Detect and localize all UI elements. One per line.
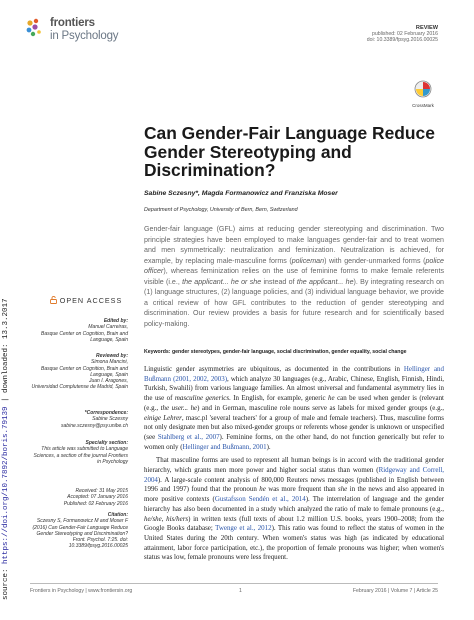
stamp-suffix: | downloaded: 13.3.2017 (2, 298, 10, 407)
open-lock-icon (50, 296, 57, 304)
body-text (144, 365, 444, 563)
citation-link[interactable]: Hellinger and Bußmann, 2001 (182, 442, 267, 451)
article-doi[interactable]: doi: 10.3389/fpsyg.2016.00025 (366, 37, 438, 44)
article-dates: Received: 31 May 2015 Accepted: 07 January 2016 Published: 02 February 2016 (63, 488, 128, 507)
citation-link[interactable]: Ridgeway and Correll, 2004 (144, 466, 445, 484)
abstract: Gender-fair language (GFL) aims at reducing gender stereotyping and discrimination. Two principle strategies have been employed to make languages gender-fair and to treat women and men symmetrically: neutralization and feminization. Neutralization is achieved, for example, by replacing male-masculine forms (policeman) with gender-unmarked forms (police officer), whereas feminization relies on the use of feminine forms to make female referents visible (i.e., the applicant... he or she instead of the applicant... he). By integrating research on (1) language structures, (2) language policies, and (3) individual language behavior, we provide a critical review of how GFL contributes to the reduction of gender stereotyping and discrimination. Our review provides a basis for future research and for scientifically based policy-making. (144, 225, 444, 328)
journal-brand-top: frontiers (50, 17, 95, 29)
paragraph-1: Linguistic gender asymmetries are ubiquitous, as documented in the contributions in Hellinger and Bußmann (2001, 2002, 2003), which analyze 30 languages (e.g., Arabic, Chinese, English, Finnish, Hindi, Turkish, Swahili) from various language families. An almost universal and fundamental asymmetry lies in the use of masculine generics. In English, for example, generic he can be used when gender is (relevant (e.g., the user... he) and in German, masculine role nouns serve as labels for mixed gender groups (e.g., einige Lehrer, masc.pl 'several teachers' for a group of male and female teachers). Thus, masculine forms not only designate men but also mixed-gender groups or referents whose gender is unknown or unspecified (see Stahlberg et al., 2007). Feminine forms, on the other hand, do not function generically but refer to women only (Hellinger and Bußmann, 2001). (144, 365, 445, 451)
stamp-doi-link[interactable]: https://doi.org/10.7892/boris.79139 (2, 406, 10, 564)
correspondence-email[interactable]: sabine.sczesny@psy.unibe.ch (61, 422, 128, 429)
keywords-label: Keywords: (144, 349, 172, 355)
reviewed-by: Reviewed by: Simona Mancini, Basque Center on Cognition, Brain and Language, Spain Juan I. Aragones, Universidad Complutense de Madrid, Spain (31, 353, 128, 391)
affiliation: Department of Psychology, University of Bern, Bern, Switzerland (144, 207, 298, 213)
paragraph-2: That masculine forms are used to represent all human beings is in accord with the traditional gender hierarchy, which grants men more power and higher social status than women (Ridgeway and Correll, 2004). A large-scale content analysis of 800,000 Reuters news messages (published in English between 1996 and 1997) found that the pronoun he was more frequent than she in the news and also appeared in more positive contexts (Gustafsson Sendén et al., 2014). The interrelation of language and the gender hierarchy has also been documented in a study which analyzed the ratio of male to female pronouns (e.g., he/she, his/hers) in written texts (full texts of about 1.2 million U.S. books, years 1900–2008; from the Google Books database; Twenge et al., 2012). This ratio was found to reflect the status of women in the United States during the 20th century. When women's status was high (as indicated by educational attainment, labor force participation, etc.), the proportion of female pronouns was higher; when women's status was low, female pronouns were less frequent. (144, 456, 445, 562)
open-access-label: OPEN ACCESS (30, 296, 142, 305)
citation-link[interactable]: Twenge et al., 2012 (215, 524, 272, 533)
footer-divider (30, 583, 438, 584)
article-type: REVIEW (415, 25, 438, 31)
keywords-text: gender stereotypes, gender-fair language, social discrimination, gender equality, social change (171, 349, 407, 355)
repository-stamp (2, 298, 10, 600)
citation-link[interactable]: Gustafsson Sendén et al., 2014 (214, 495, 306, 504)
citation: Citation: Sczesny S, Formanowicz M and Moser F (2016) Can Gender-Fair Language Reduce Gender Stereotyping and Discrimination? Front. Psychol. 7:25. doi: 10.3389/fpsyg.2016.00025 (32, 512, 128, 550)
crossmark-label: CrossMark (412, 103, 434, 108)
stamp-prefix: source: (2, 563, 10, 600)
citation-link[interactable]: Stahlberg et al., 2007 (157, 432, 220, 441)
author-list: Sabine Sczesny*, Magda Formanowicz and Franziska Moser (144, 190, 338, 197)
crossmark-icon (414, 80, 432, 98)
citation-link[interactable]: Hellinger and Bußmann (2001, 2002, 2003) (144, 365, 444, 383)
footer-journal[interactable]: Frontiers in Psychology | www.frontiersin.org (30, 588, 133, 594)
footer-issue: February 2016 | Volume 7 | Article 25 (352, 588, 438, 594)
page-number: 1 (239, 588, 242, 594)
article-info (367, 25, 438, 44)
article-title: Can Gender-Fair Language Reduce Gender Stereotyping and Discrimination? (144, 123, 435, 180)
journal-brand-bottom: in Psychology (50, 30, 119, 42)
page-footer (30, 588, 438, 598)
edited-by: Edited by: Manuel Carreiras, Basque Center on Cognition, Brain and Language, Spain (40, 318, 128, 343)
published-date: published: 02 February 2016 (371, 31, 438, 38)
keywords (144, 349, 444, 355)
crossmark-badge[interactable] (408, 80, 438, 108)
specialty-section: Specialty section: This article was submitted to Language Sciences, a section of the journal Frontiers in Psychology (33, 440, 128, 465)
correspondence: *Correspondence: Sabine Sczesny sabine.sczesny@psy.unibe.ch (30, 410, 128, 429)
